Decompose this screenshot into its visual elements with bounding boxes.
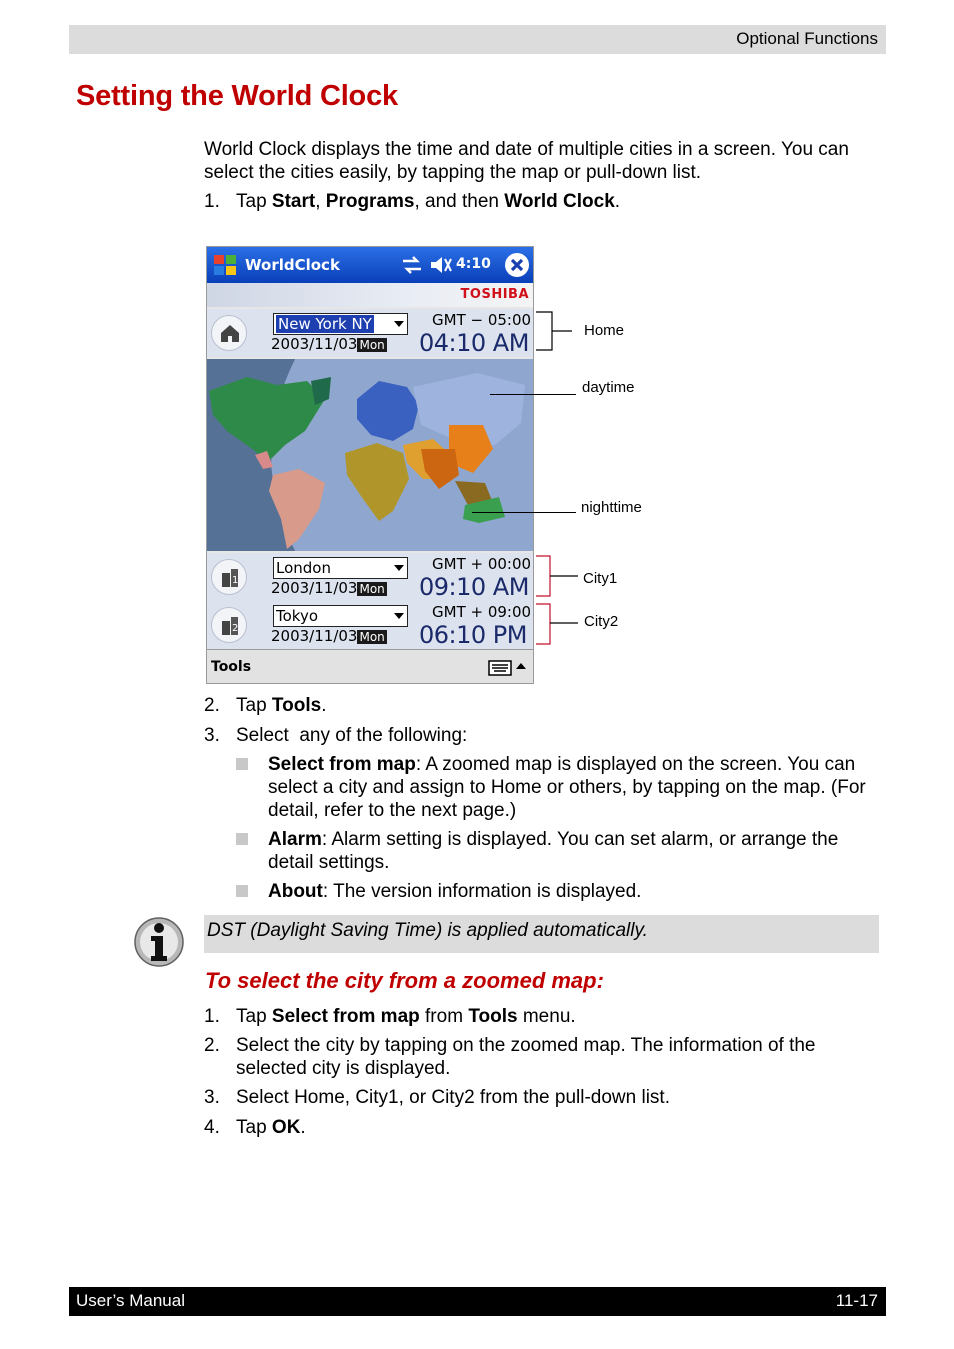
home-button[interactable] (211, 315, 247, 351)
svg-text:2: 2 (232, 623, 239, 634)
nighttime-callout: nighttime (581, 499, 642, 516)
menu-bar (207, 649, 534, 684)
world-map[interactable] (207, 359, 534, 551)
close-icon[interactable] (504, 252, 530, 278)
step-number: 3. (204, 1087, 220, 1108)
section-title: Optional Functions (736, 29, 878, 48)
page-header (69, 25, 886, 54)
step-1: Tap Start, Programs, and then World Clock. (236, 191, 621, 212)
worldclock-screenshot (206, 246, 534, 684)
page-footer (69, 1287, 886, 1316)
house-icon (219, 322, 241, 344)
zoom-step-2: Select the city by tapping on the zoomed map. The information of the selected city is displayed. (236, 1035, 816, 1079)
step-number: 3. (204, 725, 220, 746)
svg-text:1: 1 (232, 575, 239, 586)
building-2-icon (219, 615, 241, 637)
city1-bracket (534, 555, 580, 597)
city1-date: 2003/11/03 Mon (271, 579, 385, 597)
bullet-alarm: Alarm: Alarm setting is displayed. You can set alarm, or arrange the detail settings. (268, 829, 839, 873)
home-bracket (534, 311, 574, 351)
intro-paragraph: World Clock displays the time and date of multiple cities in a screen. You can select the cities easily, by tapping the map or pull-down list. (204, 139, 849, 183)
chevron-down-icon (393, 563, 405, 573)
city1-dropdown[interactable]: London (273, 557, 408, 579)
windows-start-icon[interactable] (212, 253, 238, 277)
keyboard-icon[interactable] (488, 659, 512, 677)
city2-dropdown[interactable]: Tokyo (273, 605, 408, 627)
city1-time: 09:10 AM (419, 573, 529, 601)
page-title: Setting the World Clock (76, 80, 398, 112)
daytime-leader-line (490, 394, 576, 395)
nighttime-leader-line (472, 512, 576, 513)
bullet-marker (236, 885, 248, 897)
city2-button[interactable] (211, 607, 247, 643)
page-number: 11-17 (835, 1291, 878, 1310)
bullet-marker (236, 833, 248, 845)
home-row (207, 309, 534, 357)
system-clock[interactable]: 4:10 (456, 256, 491, 272)
city2-bracket (534, 603, 580, 645)
brand-banner (207, 283, 534, 307)
step-number: 2. (204, 695, 220, 716)
bullet-about: About: The version information is displayed. (268, 881, 642, 902)
home-callout: Home (584, 322, 625, 339)
home-time: 04:10 AM (419, 329, 529, 357)
manual-name: User’s Manual (76, 1291, 185, 1310)
note-box (204, 915, 879, 953)
step-number: 2. (204, 1035, 220, 1056)
chevron-down-icon (393, 611, 405, 621)
city1-button[interactable] (211, 559, 247, 595)
city2-date: 2003/11/03 Mon (271, 627, 385, 645)
step-number: 4. (204, 1117, 220, 1138)
home-gmt-offset: GMT − 05:00 (432, 311, 532, 329)
chevron-down-icon (393, 319, 405, 329)
city1-row (207, 553, 534, 601)
city1-gmt-offset: GMT + 00:00 (432, 555, 532, 573)
home-city-dropdown[interactable]: New York NY (273, 313, 408, 335)
chevron-up-icon[interactable] (515, 660, 527, 672)
city2-callout: City2 (584, 613, 619, 630)
app-title: WorldClock (245, 256, 340, 274)
step-number: 1. (204, 191, 220, 212)
step-2: Tap Tools. (236, 695, 327, 716)
step-3: Select any of the following: (236, 725, 468, 746)
zoom-step-3: Select Home, City1, or City2 from the pull-down list. (236, 1087, 670, 1108)
zoom-step-4: Tap OK. (236, 1117, 306, 1138)
city2-row (207, 601, 534, 649)
home-date: 2003/11/03 Mon (271, 335, 385, 353)
city2-gmt-offset: GMT + 09:00 (432, 603, 532, 621)
toshiba-logo: TOSHIBA (460, 287, 529, 302)
tools-menu[interactable]: Tools (211, 659, 252, 675)
zoom-step-1: Tap Select from map from Tools menu. (236, 1006, 576, 1027)
volume-icon[interactable] (429, 255, 453, 275)
bullet-select-from-map: Select from map: A zoomed map is displayed on the screen. You can select a city and assign to Home or others, by tapping on the map. (For detail, refer to the next page.) (268, 754, 866, 821)
bullet-marker (236, 758, 248, 770)
info-icon (133, 916, 185, 968)
city2-time: 06:10 PM (419, 621, 527, 649)
daytime-callout: daytime (582, 379, 635, 396)
connectivity-icon[interactable] (401, 255, 423, 275)
section-subtitle: To select the city from a zoomed map: (205, 968, 604, 993)
step-number: 1. (204, 1006, 220, 1027)
building-1-icon (219, 567, 241, 589)
note-text: DST (Daylight Saving Time) is applied automatically. (207, 920, 648, 941)
title-bar (207, 247, 534, 283)
city1-callout: City1 (583, 570, 618, 587)
